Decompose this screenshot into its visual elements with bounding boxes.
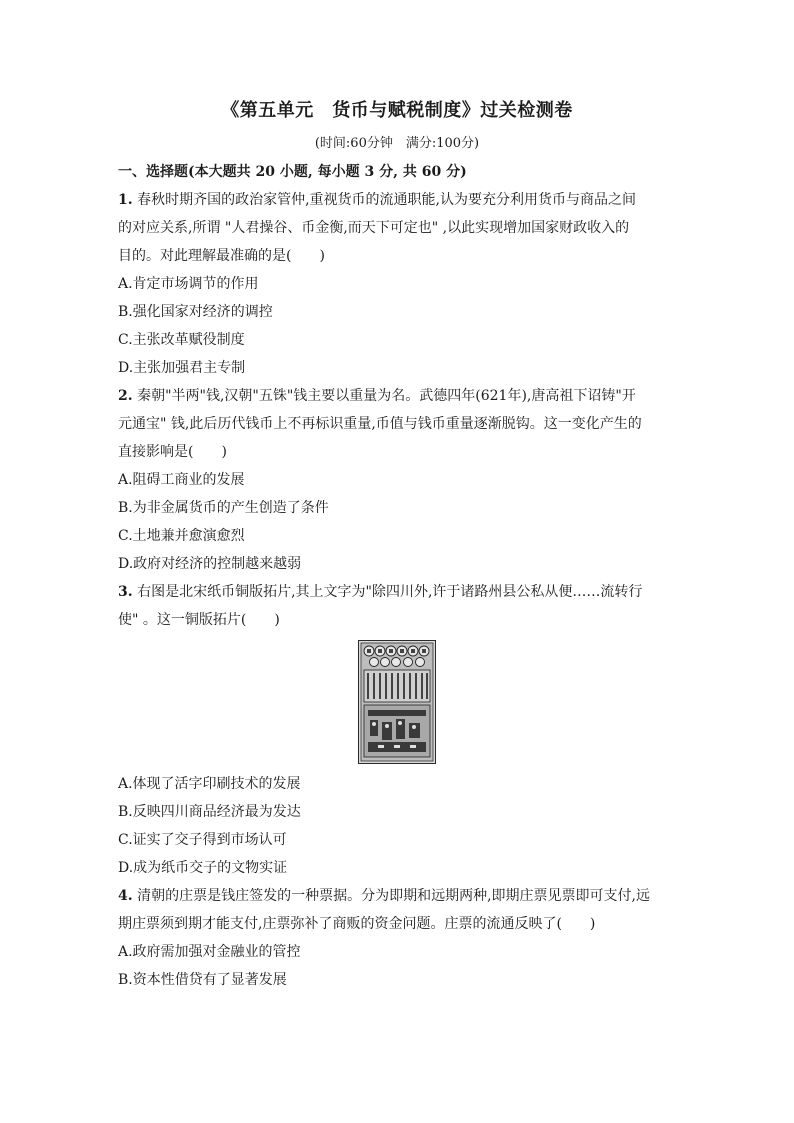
question-text: 清朝的庄票是钱庄签发的一种票据。分为即期和远期两种,即期庄票见票即可支付,远 xyxy=(137,888,650,904)
question-text: 的对应关系,所谓 "人君操谷、币金衡,而天下可定也" ,以此实现增加国家财政收入的 xyxy=(118,220,630,236)
option-a: A.肯定市场调节的作用 xyxy=(118,276,259,292)
option-c: C.土地兼并愈演愈烈 xyxy=(118,528,245,544)
question-text: 元通宝" 钱,此后历代钱币上不再标识重量,币值与钱币重量逐渐脱钩。这一变化产生的 xyxy=(118,416,642,432)
question-2 xyxy=(118,382,683,578)
document-content xyxy=(118,158,683,994)
question-line xyxy=(118,882,683,910)
figure-container xyxy=(118,634,683,770)
option-d: D.政府对经济的控制越来越弱 xyxy=(118,556,302,572)
option-d: D.成为纸币交子的文物实证 xyxy=(118,860,288,876)
section-heading: 一、选择题(本大题共 20 小题, 每小题 3 分, 共 60 分) xyxy=(118,164,467,180)
option-a: A.体现了活字印刷技术的发展 xyxy=(118,776,301,792)
banknote-rubbing-image xyxy=(358,640,436,764)
option-b: B.为非金属货币的产生创造了条件 xyxy=(118,500,329,516)
question-text: 右图是北宋纸币铜版拓片,其上文字为"除四川外,许于诸路州县公私从便……流转行 xyxy=(137,584,643,600)
question-text: 期庄票须到期才能支付,庄票弥补了商贩的资金问题。庄票的流通反映了( ) xyxy=(118,916,596,932)
option-b: B.资本性借贷有了显著发展 xyxy=(118,972,287,988)
option-c: C.证实了交子得到市场认可 xyxy=(118,832,287,848)
question-line xyxy=(118,186,683,214)
option-c: C.主张改革赋役制度 xyxy=(118,332,245,348)
question-text: 春秋时期齐国的政治家管仲,重视货币的流通职能,认为要充分利用货币与商品之间 xyxy=(137,192,636,208)
question-line xyxy=(118,578,683,606)
question-text: 秦朝"半两"钱,汉朝"五铢"钱主要以重量为名。武德四年(621年),唐高祖下诏铸"开 xyxy=(137,388,636,404)
option-d: D.主张加强君主专制 xyxy=(118,360,246,376)
question-3 xyxy=(118,578,683,882)
option-b: B.反映四川商品经济最为发达 xyxy=(118,804,301,820)
option-a: A.阻碍工商业的发展 xyxy=(118,472,245,488)
document-title: 《第五单元 货币与赋税制度》过关检测卷 xyxy=(221,100,573,121)
document-subtitle: (时间:60分钟 满分:100分) xyxy=(314,136,480,151)
question-text: 使" 。这一铜版拓片( ) xyxy=(118,612,280,628)
question-1 xyxy=(118,186,683,382)
question-text: 目的。对此理解最准确的是( ) xyxy=(118,248,325,264)
question-4 xyxy=(118,882,683,994)
option-a: A.政府需加强对金融业的管控 xyxy=(118,944,301,960)
option-b: B.强化国家对经济的调控 xyxy=(118,304,273,320)
question-number: 3. xyxy=(118,584,133,600)
question-text: 直接影响是( ) xyxy=(118,444,227,460)
question-number: 4. xyxy=(118,888,133,904)
question-number: 1. xyxy=(118,192,133,208)
question-line xyxy=(118,382,683,410)
question-number: 2. xyxy=(118,388,133,404)
